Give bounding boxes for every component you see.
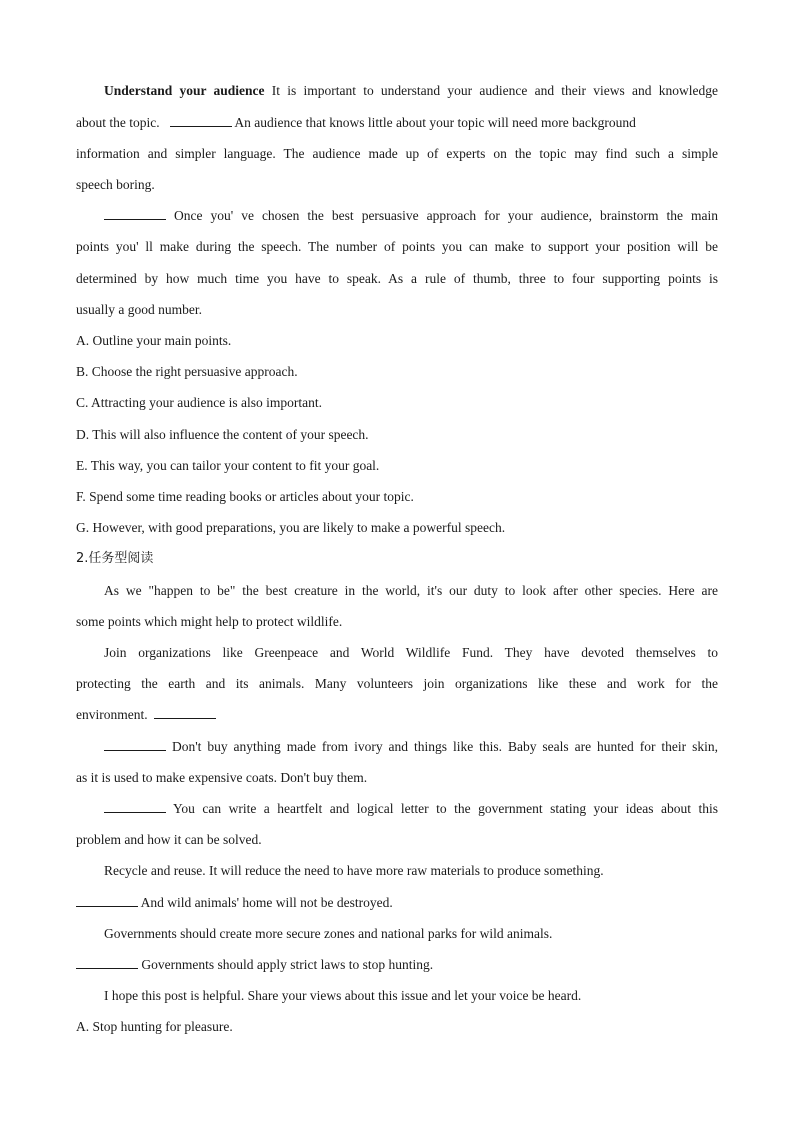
- answer-blank[interactable]: [104, 207, 166, 220]
- paragraph-line: Join organizations like Greenpeace and World Wildlife Fund. They have devoted themselves to: [104, 645, 718, 660]
- option-b: B. Choose the right persuasive approach.: [76, 364, 298, 379]
- answer-blank[interactable]: [76, 956, 138, 969]
- paragraph-line: information and simpler language. The audience made up of experts on the topic may find such a simple: [76, 146, 718, 161]
- option-a: A. Stop hunting for pleasure.: [76, 1019, 233, 1034]
- paragraph-line: problem and how it can be solved.: [76, 832, 262, 847]
- paragraph-line: speech boring.: [76, 177, 155, 192]
- paragraph-line: about the topic. An audience that knows little about your topic will need more background: [76, 115, 636, 130]
- answer-blank[interactable]: [154, 706, 216, 719]
- option-c: C. Attracting your audience is also important.: [76, 395, 322, 410]
- paragraph-line: as it is used to make expensive coats. Don't buy them.: [76, 770, 368, 785]
- option-a: A. Outline your main points.: [76, 333, 232, 348]
- paragraph-line: Once you' ve chosen the best persuasive approach for your audience, brainstorm the main: [104, 207, 718, 225]
- section-heading: Understand your audience: [104, 83, 265, 98]
- paragraph-line: environment.: [76, 706, 718, 724]
- paragraph-line: Recycle and reuse. It will reduce the need to have more raw materials to produce something.: [104, 863, 604, 878]
- paragraph-line: And wild animals' home will not be destroyed.: [76, 894, 718, 912]
- paragraph-line: Governments should apply strict laws to stop hunting.: [76, 956, 718, 974]
- paragraph-line: As we "happen to be" the best creature in the world, it's our duty to look after other species. Here are: [104, 583, 718, 598]
- paragraph-line: Understand your audience It is important to understand your audience and their views and knowledge: [104, 83, 718, 98]
- answer-blank[interactable]: [104, 738, 166, 751]
- option-f: F. Spend some time reading books or articles about your topic.: [76, 489, 414, 504]
- section-title: 2.任务型阅读: [76, 551, 154, 566]
- option-d: D. This will also influence the content of your speech.: [76, 427, 369, 442]
- option-g: G. However, with good preparations, you are likely to make a powerful speech.: [76, 520, 506, 535]
- paragraph-line: protecting the earth and its animals. Many volunteers join organizations like these and work for the: [76, 676, 718, 691]
- paragraph-line: points you' ll make during the speech. The number of points you can make to support your position will be: [76, 239, 718, 254]
- answer-blank[interactable]: [76, 894, 138, 907]
- paragraph-line: Don't buy anything made from ivory and things like this. Baby seals are hunted for their skin,: [104, 738, 718, 756]
- paragraph-line: I hope this post is helpful. Share your views about this issue and let your voice be heard.: [104, 988, 582, 1003]
- paragraph-line: Governments should create more secure zones and national parks for wild animals.: [104, 926, 553, 941]
- paragraph-line: some points which might help to protect wildlife.: [76, 614, 343, 629]
- answer-blank[interactable]: [104, 800, 166, 813]
- paragraph-line: usually a good number.: [76, 302, 202, 317]
- answer-blank[interactable]: [170, 114, 232, 127]
- paragraph-line: determined by how much time you have to speak. As a rule of thumb, three to four supporting points is: [76, 271, 718, 286]
- paragraph-line: You can write a heartfelt and logical letter to the government stating your ideas about this: [104, 800, 718, 818]
- option-e: E. This way, you can tailor your content to fit your goal.: [76, 458, 380, 473]
